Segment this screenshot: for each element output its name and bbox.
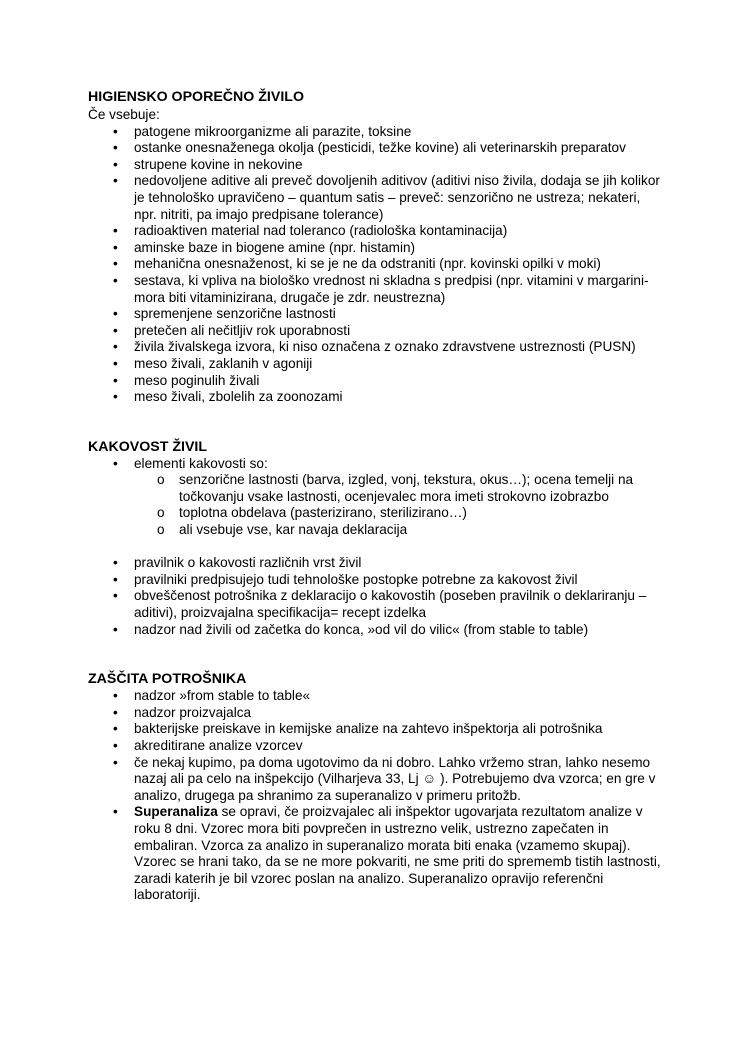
list-item: • ostanke onesnaženega okolja (pesticidi, težke kovine) ali veterinarskih preparatov: [113, 140, 626, 156]
bullet-icon: •: [113, 355, 118, 371]
list-item: • nadzor nad živili od začetka do konca, »od vil do vilic« (from stable to table): [113, 621, 589, 637]
list-item: • če nekaj kupimo, pa doma ugotovimo da ni dobro. Lahko vržemo stran, lahko nesemo nazaj ali pa celo na inšpekcijo (Vilharjeva 33, Lj ☺ ). Potrebujemo dva vzorca; en gre v analizo, drugega pa shranimo za superanalizo v primeru pritožb.: [113, 754, 656, 803]
bullet-icon: •: [113, 140, 118, 156]
list-item: • patogene mikroorganizme ali parazite, toksine: [113, 123, 412, 139]
list-item: • nadzor »from stable to table«: [113, 688, 311, 704]
list-item: • nadzor proizvajalca: [113, 704, 252, 720]
bullet-icon: •: [113, 571, 118, 587]
bullet-icon: •: [113, 738, 118, 753]
circle-bullet-icon: o: [157, 472, 165, 488]
section-zascita-potrosnika: [88, 671, 663, 904]
section-title: ZAŠČITA POTROŠNIKA: [88, 671, 247, 688]
bullet-icon: •: [113, 123, 118, 139]
paragraph-spacer: [88, 539, 663, 556]
list-item: • akreditirane analize vzorcev: [113, 738, 303, 753]
circle-bullet-icon: o: [157, 522, 165, 538]
list-item: • strupene kovine in nekovine: [113, 156, 303, 172]
sub-list-item: o senzorične lastnosti (barva, izgled, vonj, tekstura, okus…); ocena temelji na točkovanju vsake lastnosti, ocenjevalec mora imeti strokovno izobrazbo: [157, 472, 634, 504]
list-item: • meso živali, zaklanih v agoniji: [113, 355, 313, 371]
section-spacer: [88, 638, 663, 671]
bullet-list: [88, 555, 663, 638]
sub-list-item: o toplotna obdelava (pasterizirano, sterilizirano…): [157, 505, 467, 521]
list-item: • mehanična onesnaženost, ki se je ne da odstraniti (npr. kovinski opilki v moki): [113, 256, 601, 272]
bullet-icon: •: [113, 322, 118, 338]
bullet-icon: •: [113, 239, 118, 255]
bullet-icon: •: [113, 804, 118, 820]
bullet-icon: •: [113, 688, 118, 704]
bullet-icon: •: [113, 156, 118, 172]
section-title: HIGIENSKO OPOREČNO ŽIVILO: [88, 89, 304, 105]
bullet-list: [88, 124, 663, 406]
section-title: KAKOVOST ŽIVIL: [88, 438, 208, 455]
section-kakovost-zivil: [88, 439, 663, 639]
bullet-icon: •: [113, 306, 118, 322]
list-item: • meso poginulih živali: [113, 372, 260, 388]
circle-bullet-icon: o: [157, 505, 165, 521]
bullet-icon: •: [113, 588, 118, 604]
bullet-icon: •: [113, 455, 118, 471]
bullet-icon: •: [113, 173, 118, 189]
section-higiensko-oporecno-zivilo: [88, 89, 663, 406]
list-item: • meso živali, zbolelih za zoonozami: [113, 389, 343, 405]
sub-bullet-list: [134, 472, 663, 538]
list-item: • elementi kakovosti so: o senzorične lastnosti (barva, izgled, vonj, tekstura, okus…); ocena temelji na točkovanju vsake lastnosti, ocenjevalec mora imeti strokovno izobrazbo o toplotna obdelava (pasterizirano, sterilizirano…) o ali vsebuje vse, kar navaja deklaracija: [88, 456, 663, 539]
section-intro: Če vsebuje:: [88, 107, 160, 122]
list-item: • Superanaliza se opravi, če proizvajalec ali inšpektor ugovarjata rezultatom analize v roku 8 dni. Vzorec mora biti povprečen in ustrezno velik, ustrezno zapečaten in embaliran. Vzorca za analizo in superanalizo morata biti enaka (vzamemo skupaj). Vzorec se hrani tako, da se ne more pokvariti, ne sme priti do sprememb tistih lastnosti, zaradi katerih je bil vzorec poslan na analizo. Superanalizo opravijo referenčni laboratoriji.: [113, 804, 661, 903]
bullet-list: [88, 688, 663, 904]
list-item: • nedovoljene aditive ali preveč dovoljenih aditivov (aditivi niso živila, dodaja se jih kolikor je tehnološko upravičeno – quantum satis – preveč: senzorično ne ustreza; nekateri, npr. nitriti, pa imajo predpisane tolerance): [113, 173, 660, 222]
bullet-icon: •: [113, 621, 118, 637]
bullet-list: [88, 456, 663, 539]
bullet-icon: •: [113, 272, 118, 288]
sub-list-item: o ali vsebuje vse, kar navaja deklaracija: [157, 522, 408, 538]
bullet-icon: •: [113, 754, 118, 770]
bullet-icon: •: [113, 339, 118, 355]
document-body: [88, 89, 663, 904]
bullet-icon: •: [113, 256, 118, 272]
list-item: • pretečen ali nečitljiv rok uporabnosti: [113, 322, 351, 338]
list-item: • bakterijske preiskave in kemijske analize na zahtevo inšpektorja ali potrošnika: [113, 721, 603, 737]
list-item: • živila živalskega izvora, ki niso označena z oznako zdravstvene ustreznosti (PUSN): [113, 339, 636, 355]
bullet-icon: •: [113, 721, 118, 737]
bold-term: Superanaliza: [134, 804, 218, 820]
section-spacer: [88, 406, 663, 439]
bullet-icon: •: [113, 389, 118, 405]
list-item: • pravilniki predpisujejo tudi tehnološke postopke potrebne za kakovost živil: [113, 571, 578, 587]
list-item: • pravilnik o kakovosti različnih vrst živil: [113, 555, 362, 571]
list-item: • radioaktiven material nad toleranco (radiološka kontaminacija): [113, 223, 508, 239]
list-item: • spremenjene senzorične lastnosti: [113, 306, 336, 322]
bullet-icon: •: [113, 704, 118, 720]
bullet-icon: •: [113, 372, 118, 388]
bullet-icon: •: [113, 555, 118, 571]
list-item: • aminske baze in biogene amine (npr. histamin): [113, 239, 416, 255]
bullet-icon: •: [113, 223, 118, 239]
list-item: • sestava, ki vpliva na biološko vrednost ni skladna s predpisi (npr. vitamini v margarini- mora biti vitaminizirana, drugače je zdr. neustrezna): [113, 272, 649, 305]
list-item: • obveščenost potrošnika z deklaracijo o kakovostih (poseben pravilnik o deklariranju – aditivi), proizvajalna specifikacija= recept izdelka: [113, 588, 647, 621]
